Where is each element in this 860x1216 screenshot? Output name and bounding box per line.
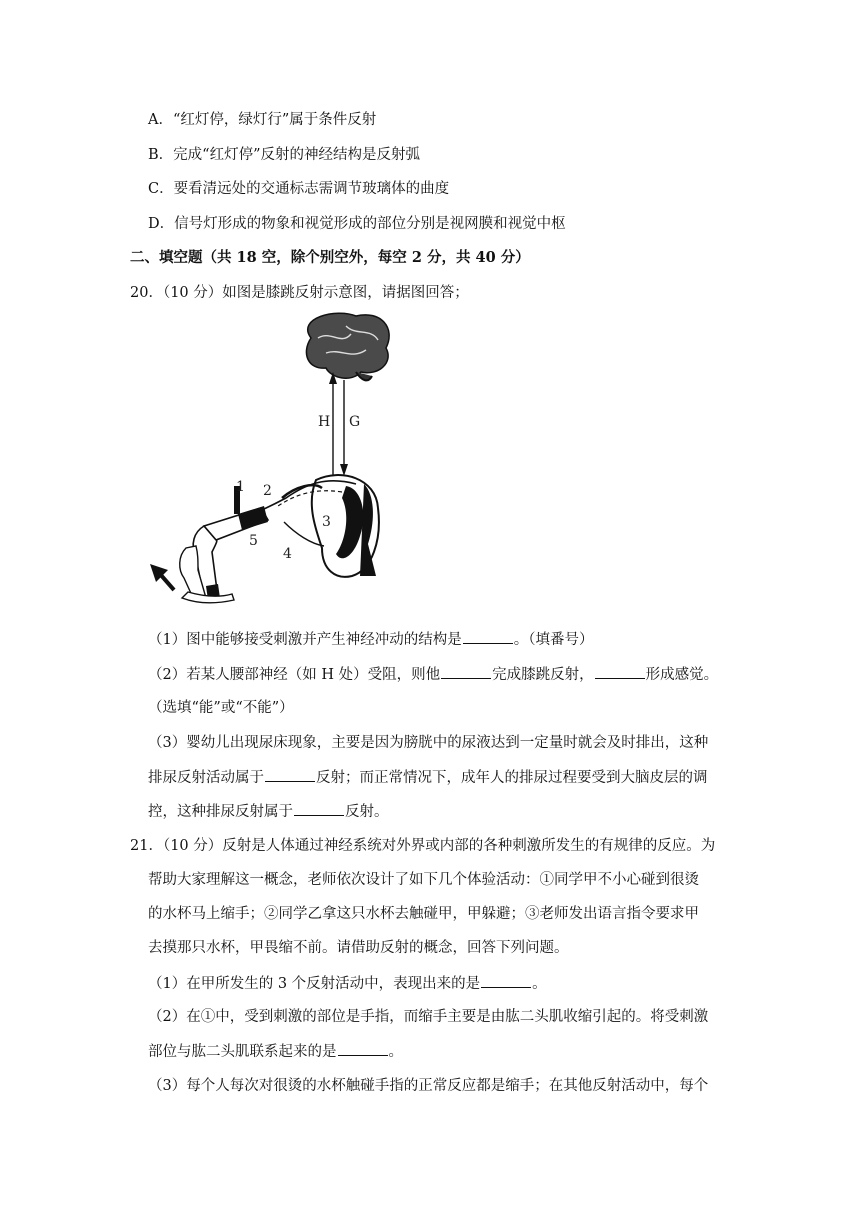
q21-part1 bbox=[148, 973, 547, 994]
label-4: 4 bbox=[283, 546, 292, 562]
q21-line2: 帮助大家理解这一概念，老师依次设计了如下几个体验活动：①同学甲不小心碰到很烫 bbox=[148, 872, 699, 888]
q21-part2-line1: （2）在①中，受到刺激的部位是手指，而缩手主要是由肱二头肌收缩引起的。将受刺激 bbox=[148, 1009, 709, 1025]
option-b: B．完成“红灯停”反射的神经结构是反射弧 bbox=[148, 147, 420, 163]
q20-stem: 20．（10 分）如图是膝跳反射示意图，请据图回答； bbox=[130, 285, 469, 301]
q20-part1-text-a: （1）图中能够接受刺激并产生神经冲动的结构是 bbox=[148, 632, 462, 648]
q20-part3-line3 bbox=[148, 801, 389, 822]
knee-reflex-svg bbox=[146, 308, 416, 610]
label-g: G bbox=[349, 414, 361, 430]
q20-part3-text-c: 控，这种排尿反射属于 bbox=[148, 804, 293, 820]
label-3: 3 bbox=[322, 514, 331, 530]
q20-part3-text-d: 反射。 bbox=[345, 804, 389, 820]
q20-part2-text-b: 完成膝跳反射， bbox=[492, 667, 594, 683]
q20-part2-hint: （选填“能”或“不能”） bbox=[148, 700, 294, 716]
answer-blank[interactable] bbox=[338, 1041, 388, 1056]
option-d: D．信号灯形成的物象和视觉形成的部位分别是视网膜和视觉中枢 bbox=[148, 216, 566, 232]
label-5: 5 bbox=[249, 533, 258, 549]
q20-part3-text-a: 排尿反射活动属于 bbox=[148, 770, 264, 786]
q21-line3: 的水杯马上缩手；②同学乙拿这只水杯去触碰甲，甲躲避；③老师发出语言指令要求甲 bbox=[148, 906, 699, 922]
knee-reflex-diagram bbox=[146, 308, 416, 610]
q20-part1 bbox=[148, 629, 593, 650]
q20-part3-line2 bbox=[148, 767, 708, 788]
option-a: A．“红灯停，绿灯行”属于条件反射 bbox=[148, 112, 377, 128]
option-c: C．要看清远处的交通标志需调节玻璃体的曲度 bbox=[148, 181, 450, 197]
q21-part2-text-b: 。 bbox=[388, 1044, 403, 1060]
brain-icon bbox=[306, 313, 389, 380]
q21-part1-text-b: 。 bbox=[532, 976, 547, 992]
label-2: 2 bbox=[263, 483, 272, 499]
q20-part1-text-b: 。（填番号） bbox=[513, 632, 594, 648]
kick-arrow-icon bbox=[150, 564, 174, 590]
label-1: 1 bbox=[236, 479, 245, 495]
q21-part1-text-a: （1）在甲所发生的 3 个反射活动中，表现出来的是 bbox=[148, 976, 481, 992]
q20-part3-line1: （3）婴幼儿出现尿床现象，主要是因为膀胱中的尿液达到一定量时就会及时排出，这种 bbox=[148, 735, 709, 751]
answer-blank[interactable] bbox=[441, 664, 491, 679]
spinal-arrows bbox=[329, 372, 348, 476]
answer-blank[interactable] bbox=[463, 629, 513, 644]
answer-blank[interactable] bbox=[294, 801, 344, 816]
q21-line1: 21．（10 分）反射是人体通过神经系统对外界或内部的各种刺激所发生的有规律的反应。为 bbox=[130, 838, 716, 854]
q20-part2 bbox=[148, 664, 718, 685]
q21-part2-text-a: 部位与肱二头肌联系起来的是 bbox=[148, 1044, 337, 1060]
answer-blank[interactable] bbox=[265, 767, 315, 782]
label-h: H bbox=[318, 414, 331, 430]
q21-part3-line1: （3）每个人每次对很烫的水杯触碰手指的正常反应都是缩手；在其他反射活动中，每个 bbox=[148, 1078, 709, 1094]
q21-part2-line2 bbox=[148, 1041, 403, 1062]
answer-blank[interactable] bbox=[595, 664, 645, 679]
q20-part2-text-a: （2）若某人腰部神经（如 H 处）受阻，则他 bbox=[148, 667, 441, 683]
answer-blank[interactable] bbox=[481, 973, 531, 988]
q21-line4: 去摸那只水杯，甲畏缩不前。请借助反射的概念，回答下列问题。 bbox=[148, 940, 569, 956]
q20-part3-text-b: 反射；而正常情况下，成年人的排尿过程要受到大脑皮层的调 bbox=[316, 770, 708, 786]
q20-part2-text-c: 形成感觉。 bbox=[645, 667, 719, 683]
section-heading: 二、填空题（共 18 空，除个别空外，每空 2 分，共 40 分） bbox=[130, 249, 530, 266]
